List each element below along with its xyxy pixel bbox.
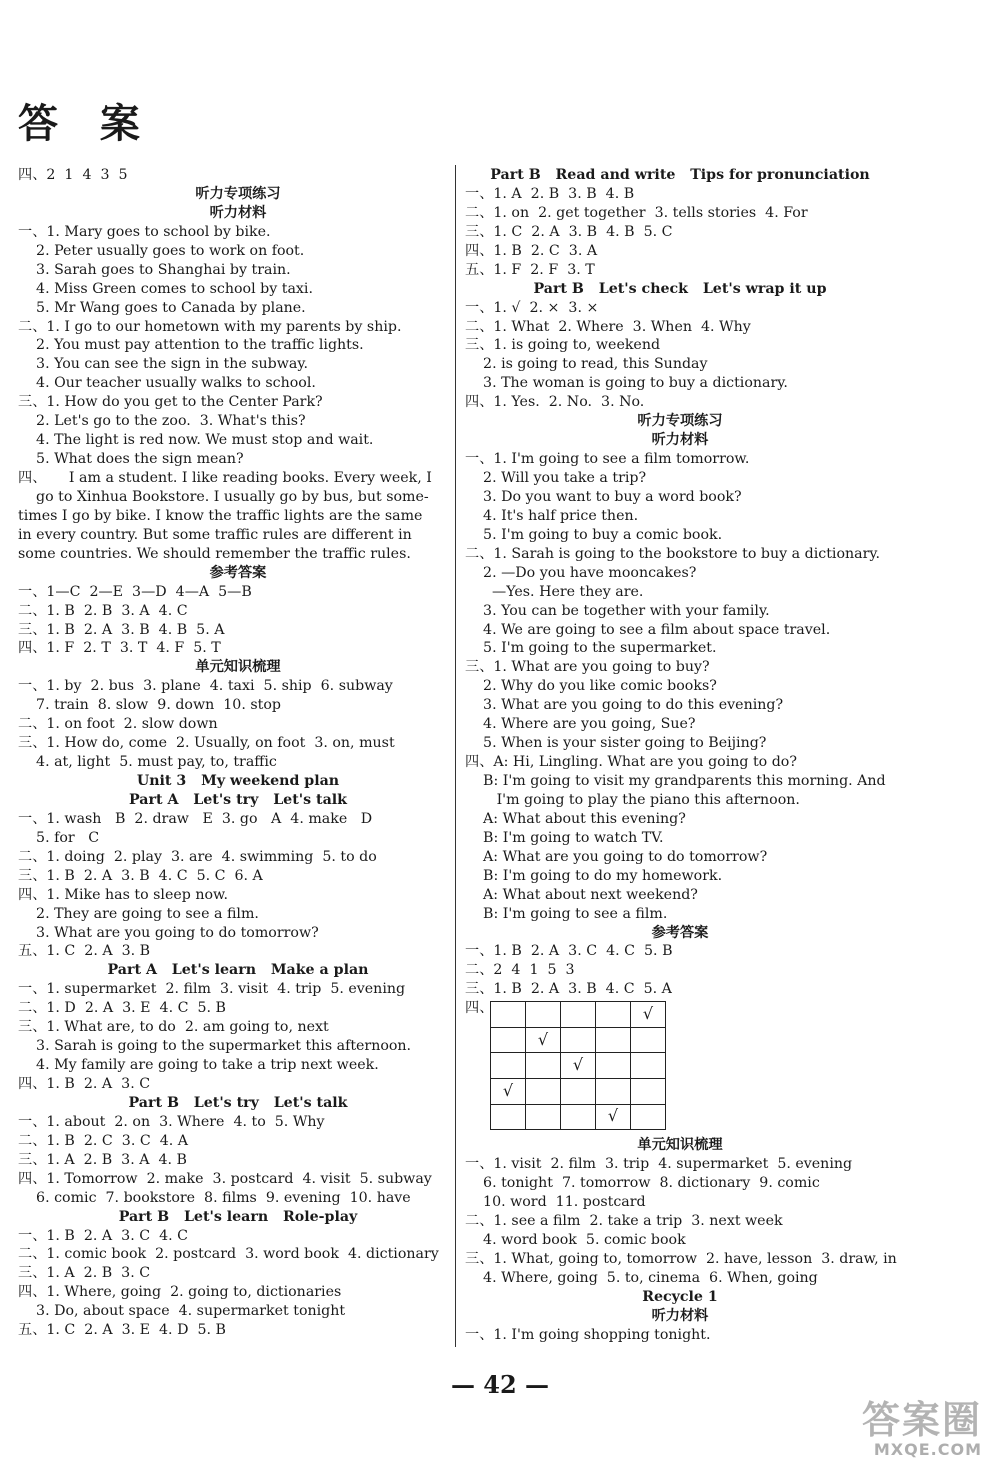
text-line: 3. You can be together with your family.	[465, 602, 770, 619]
text-line: 4. Miss Green comes to school by taxi.	[18, 280, 313, 297]
text-line: 3. Sarah is going to the supermarket this afternoon.	[18, 1038, 412, 1055]
text-line: go to Xinhua Bookstore. I usually go by bus, but some-	[18, 488, 429, 505]
text-line: A: What about this evening?	[465, 810, 686, 827]
text-line: 2. You must pay attention to the traffic lights.	[18, 337, 364, 354]
text-line: 二、1. B 2. C 3. C 4. A	[18, 1132, 189, 1149]
text-line: 三、1. B 2. A 3. B 4. B 5. A	[18, 621, 225, 638]
grid-cell	[526, 1002, 561, 1028]
text-line: 4. at, light 5. must pay, to, traffic	[18, 754, 277, 771]
text-line: 一、1. by 2. bus 3. plane 4. taxi 5. ship 6. subway	[18, 678, 393, 695]
text-line: 四、 I am a student. I like reading books. Every week, I	[18, 470, 432, 486]
grid-cell	[561, 1079, 596, 1105]
text-line: 2. Will you take a trip?	[465, 470, 647, 486]
text-line: 一、1—C 2—E 3—D 4—A 5—B	[18, 583, 252, 600]
text-line: times I go by bike. I know the traffic lights are the same	[18, 507, 423, 524]
text-line: 三、1. How do, come 2. Usually, on foot 3. on, must	[18, 735, 395, 752]
text-line: 2. Peter usually goes to work on foot.	[18, 242, 305, 259]
text-line: Part B Let's try Let's talk	[128, 1094, 348, 1111]
text-line: 四、1. Tomorrow 2. make 3. postcard 4. visit 5. subway	[18, 1170, 432, 1187]
text-line: 一、1. wash B 2. draw E 3. go A 4. make D	[18, 810, 373, 827]
text-line: 4. The light is red now. We must stop and wait.	[18, 432, 374, 449]
text-line: 2. Why do you like comic books?	[465, 678, 717, 695]
text-line: 二、1. I go to our hometown with my parents by ship.	[18, 318, 402, 335]
grid-cell: √	[491, 1079, 526, 1105]
text-line: 3. Sarah goes to Shanghai by train.	[18, 261, 291, 278]
text-line: 5. for C	[18, 829, 100, 846]
grid-cell	[596, 1027, 631, 1053]
text-line: 5. When is your sister going to Beijing?	[465, 735, 767, 752]
answer-grid-table	[490, 1001, 666, 1130]
text-line: 4. We are going to see a film about space travel.	[465, 621, 831, 638]
text-line: 5. I'm going to buy a comic book.	[465, 526, 723, 543]
text-line: 3. Do, about space 4. supermarket tonight	[18, 1303, 346, 1320]
grid-row	[491, 1104, 666, 1130]
text-line: 二、1. on 2. get together 3. tells stories 4. For	[465, 204, 808, 221]
grid-cell	[491, 1104, 526, 1130]
right-column	[465, 166, 895, 1345]
text-line: 2. They are going to see a film.	[18, 905, 259, 922]
text-line: 参考答案	[651, 924, 709, 941]
text-line: 4. word book 5. comic book	[465, 1231, 686, 1248]
grid-cell: √	[596, 1104, 631, 1130]
grid-row	[491, 1002, 666, 1028]
text-line: 单元知识梳理	[637, 1137, 723, 1154]
text-line: 三、1. A 2. B 3. A 4. B	[18, 1151, 187, 1168]
text-line: 2. —Do you have mooncakes?	[465, 564, 697, 581]
grid-cell	[491, 1002, 526, 1028]
text-line: 7. train 8. slow 9. down 10. stop	[18, 697, 281, 714]
text-line: 三、1. B 2. A 3. B 4. C 5. C 6. A	[18, 867, 263, 884]
text-line: 4. Where are you going, Sue?	[465, 716, 696, 733]
text-line: 5. I'm going to the supermarket.	[465, 640, 717, 657]
grid-cell	[631, 1079, 666, 1105]
grid-cell	[526, 1053, 561, 1079]
text-line: 四、1. B 2. A 3. C	[18, 1076, 151, 1092]
text-line: 二、1. Sarah is going to the bookstore to buy a dictionary.	[465, 545, 881, 562]
text-line: 10. word 11. postcard	[465, 1194, 646, 1211]
text-line: 3. What are you going to do this evening?	[465, 697, 784, 714]
grid-cell	[596, 1053, 631, 1079]
text-line: 二、1. D 2. A 3. E 4. C 5. B	[18, 1000, 226, 1017]
text-line: 参考答案	[209, 564, 267, 581]
watermark-site: MXQE.COM	[873, 1440, 982, 1459]
page-number: — 42 —	[450, 1370, 550, 1399]
text-line: 四、1. Yes. 2. No. 3. No.	[465, 394, 645, 411]
grid-cell: √	[561, 1053, 596, 1079]
text-line: 一、1. A 2. B 3. B 4. B	[465, 185, 635, 202]
text-line: 四、2 1 4 3 5	[18, 167, 128, 183]
text-line: A: What are you going to do tomorrow?	[465, 848, 768, 865]
text-line: 一、1. B 2. A 3. C 4. C	[18, 1227, 189, 1244]
text-line: Part A Let's learn Make a plan	[107, 962, 369, 979]
text-line: 一、1. I'm going to see a film tomorrow.	[465, 451, 750, 468]
text-line: 三、1. B 2. A 3. B 4. C 5. A	[465, 981, 672, 998]
text-line: 3. Do you want to buy a word book?	[465, 488, 742, 505]
grid-cell	[596, 1079, 631, 1105]
watermark-logo: 答案圈	[861, 1398, 982, 1442]
grid-cell	[631, 1027, 666, 1053]
text-line: 四、1. F 2. T 3. T 4. F 5. T	[18, 640, 221, 657]
grid-cell	[526, 1104, 561, 1130]
text-line: 听力材料	[651, 432, 709, 449]
left-column	[18, 166, 458, 1340]
text-line: 四、1. Mike has to sleep now.	[18, 886, 228, 903]
text-line: Part B Let's learn Role-play	[118, 1208, 358, 1225]
text-line: 四、1. B 2. C 3. A	[465, 242, 598, 259]
answer-grid-label: 四、	[465, 1000, 494, 1017]
text-line: 听力专项练习	[195, 185, 281, 202]
text-line: Part A Let's try Let's talk	[129, 791, 347, 808]
text-line: B: I'm going to do my homework.	[465, 867, 723, 884]
text-line: 3. What are you going to do tomorrow?	[18, 924, 319, 941]
text-line: Unit 3 My weekend plan	[136, 773, 340, 789]
text-line: 4. My family are going to take a trip next week.	[18, 1057, 379, 1074]
text-line: 二、1. comic book 2. postcard 3. word book 4. dictionary	[18, 1246, 439, 1263]
text-line: 三、1. What, going to, tomorrow 2. have, lesson 3. draw, in	[465, 1250, 897, 1267]
grid-row	[491, 1053, 666, 1079]
text-line: 三、1. How do you get to the Center Park?	[18, 394, 323, 411]
grid-cell	[561, 1002, 596, 1028]
text-line: 一、1. supermarket 2. film 3. visit 4. trip 5. evening	[18, 981, 406, 998]
text-line: B: I'm going to visit my grandparents this morning. And	[465, 773, 886, 789]
text-line: 4. Where, going 5. to, cinema 6. When, going	[465, 1269, 818, 1286]
text-line: 一、1. √ 2. × 3. ×	[465, 299, 599, 316]
grid-cell: √	[526, 1027, 561, 1053]
grid-row	[491, 1027, 666, 1053]
text-line: 一、1. Mary goes to school by bike.	[18, 223, 271, 240]
text-line: 五、1. C 2. A 3. B	[18, 943, 151, 960]
grid-row	[491, 1079, 666, 1105]
text-line: 4. Our teacher usually walks to school.	[18, 375, 316, 392]
page-title: 答 案	[18, 100, 154, 147]
right-column-top	[465, 166, 895, 999]
text-line: I'm going to play the piano this afternoon.	[465, 791, 800, 808]
text-line: 二、1. on foot 2. slow down	[18, 716, 218, 733]
grid-cell	[596, 1002, 631, 1028]
grid-cell	[491, 1053, 526, 1079]
text-line: —Yes. Here they are.	[465, 583, 644, 600]
grid-cell	[526, 1079, 561, 1105]
answer-grid	[465, 999, 895, 1136]
text-line: 听力专项练习	[637, 413, 723, 430]
text-line: 6. comic 7. bookstore 8. films 9. evening 10. have	[18, 1189, 411, 1206]
text-line: 3. You can see the sign in the subway.	[18, 356, 309, 373]
text-line: 一、1. visit 2. film 3. trip 4. supermarket 5. evening	[465, 1156, 853, 1173]
text-line: 三、1. A 2. B 3. C	[18, 1265, 151, 1282]
text-line: 单元知识梳理	[195, 659, 281, 676]
text-line: 三、1. is going to, weekend	[465, 337, 661, 354]
text-line: 5. Mr Wang goes to Canada by plane.	[18, 299, 306, 316]
text-line: 二、2 4 1 5 3	[465, 962, 575, 979]
grid-cell	[561, 1027, 596, 1053]
text-line: 听力材料	[209, 204, 267, 221]
text-line: 3. The woman is going to buy a dictionary.	[465, 375, 788, 392]
text-line: Part B Read and write Tips for pronunciation	[490, 167, 870, 183]
text-line: 五、1. C 2. A 3. E 4. D 5. B	[18, 1322, 226, 1339]
text-line: 听力材料	[651, 1307, 709, 1324]
text-line: 四、1. Where, going 2. going to, dictionaries	[18, 1284, 342, 1301]
text-line: 一、1. B 2. A 3. C 4. C 5. B	[465, 943, 673, 960]
grid-cell	[561, 1104, 596, 1130]
text-line: 2. Let's go to the zoo. 3. What's this?	[18, 413, 306, 430]
text-line: 三、1. What are you going to buy?	[465, 659, 710, 676]
text-line: B: I'm going to see a film.	[465, 905, 668, 922]
text-line: Part B Let's check Let's wrap it up	[533, 280, 827, 297]
text-line: 二、1. doing 2. play 3. are 4. swimming 5. to do	[18, 848, 377, 865]
watermark	[862, 1400, 982, 1459]
grid-cell	[491, 1027, 526, 1053]
text-line: 4. It's half price then.	[465, 507, 639, 524]
right-column-bottom	[465, 1136, 895, 1344]
text-line: 2. is going to read, this Sunday	[465, 356, 708, 373]
text-line: B: I'm going to watch TV.	[465, 829, 664, 846]
text-line: 一、1. about 2. on 3. Where 4. to 5. Why	[18, 1113, 325, 1130]
text-line: 三、1. C 2. A 3. B 4. B 5. C	[465, 223, 673, 240]
text-line: some countries. We should remember the traffic rules.	[18, 545, 411, 562]
grid-cell: √	[631, 1002, 666, 1028]
text-line: 三、1. What are, to do 2. am going to, next	[18, 1019, 329, 1036]
text-line: in every country. But some traffic rules are different in	[18, 526, 412, 543]
grid-cell	[631, 1053, 666, 1079]
text-line: 二、1. B 2. B 3. A 4. C	[18, 602, 188, 619]
text-line: Recycle 1	[642, 1288, 718, 1305]
text-line: 二、1. see a film 2. take a trip 3. next week	[465, 1213, 783, 1229]
text-line: 二、1. What 2. Where 3. When 4. Why	[465, 318, 751, 335]
text-line: 一、1. I'm going shopping tonight.	[465, 1326, 711, 1343]
grid-cell	[631, 1104, 666, 1130]
text-line: 6. tonight 7. tomorrow 8. dictionary 9. comic	[465, 1175, 820, 1192]
text-line: 5. What does the sign mean?	[18, 451, 244, 468]
text-line: 五、1. F 2. F 3. T	[465, 261, 595, 278]
text-line: 四、A: Hi, Lingling. What are you going to do?	[465, 754, 797, 771]
text-line: A: What about next weekend?	[465, 886, 698, 903]
